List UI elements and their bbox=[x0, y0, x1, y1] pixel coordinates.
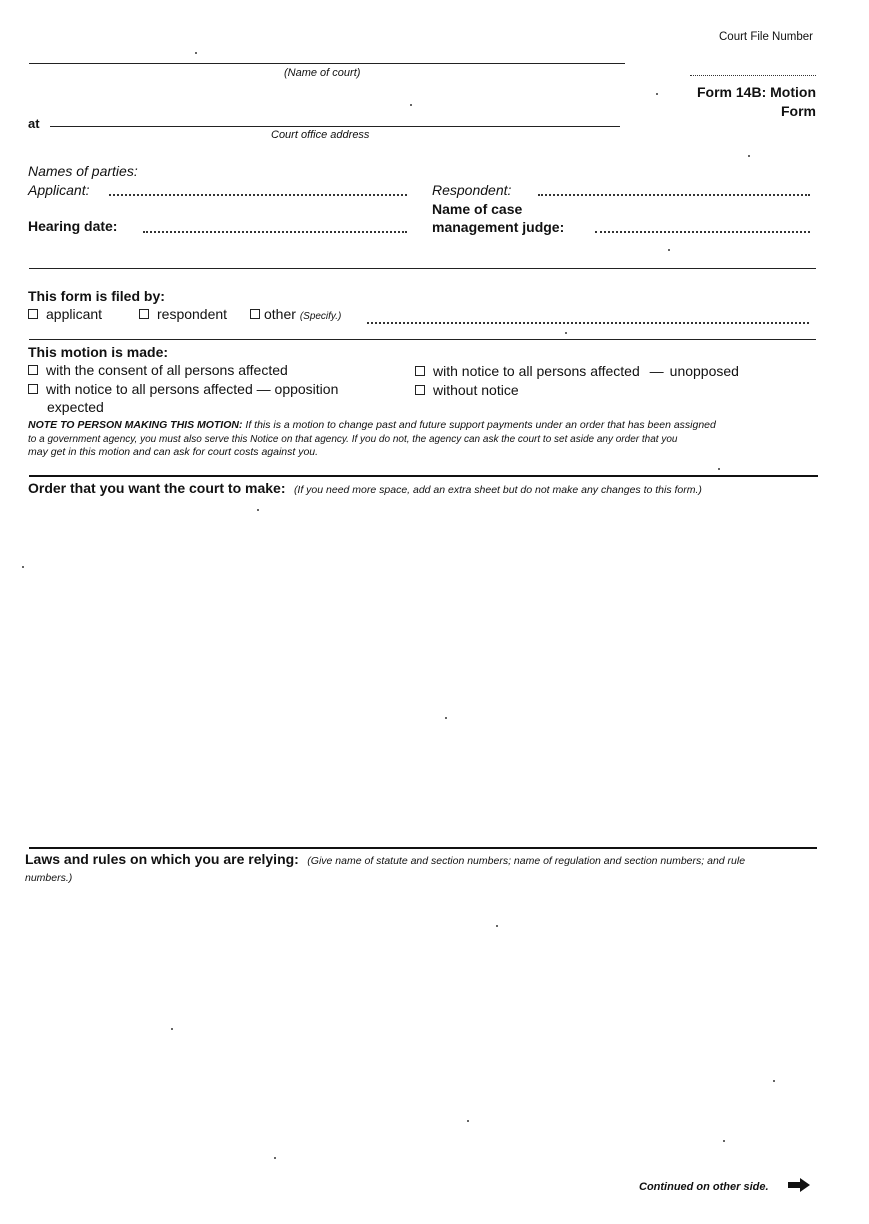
applicant-checkbox[interactable] bbox=[28, 309, 38, 319]
motion-made-heading: This motion is made: bbox=[28, 344, 169, 360]
unopposed-checkbox[interactable] bbox=[415, 366, 425, 376]
laws-heading: Laws and rules on which you are relying: bbox=[25, 851, 299, 867]
option-unopposed-label-b: unopposed bbox=[669, 363, 739, 379]
applicant-field[interactable] bbox=[109, 194, 407, 196]
option-consent-label: with the consent of all persons affected bbox=[46, 362, 288, 378]
option-without-notice-label: without notice bbox=[433, 382, 519, 398]
names-of-parties-label: Names of parties: bbox=[28, 163, 138, 179]
filed-by-heading: This form is filed by: bbox=[28, 288, 165, 304]
continued-label: Continued on other side. bbox=[639, 1181, 769, 1193]
note-block bbox=[28, 419, 820, 460]
option-unopposed-label-a: with notice to all persons affected bbox=[433, 363, 640, 379]
option-consent[interactable] bbox=[28, 362, 288, 378]
court-office-address-field[interactable] bbox=[50, 126, 620, 127]
section-divider-4 bbox=[29, 847, 817, 849]
option-opposition-label-b: expected bbox=[47, 399, 104, 415]
specify-label: (Specify.) bbox=[299, 311, 342, 322]
filed-by-respondent-option[interactable] bbox=[139, 306, 227, 322]
order-heading: Order that you want the court to make: bbox=[28, 480, 286, 496]
right-arrow-icon bbox=[788, 1178, 810, 1197]
order-heading-row bbox=[28, 480, 702, 498]
judge-label-line2: management judge: bbox=[432, 219, 565, 235]
section-divider-3 bbox=[29, 475, 818, 477]
form-title-line2: Form bbox=[781, 103, 816, 119]
other-specify-field[interactable] bbox=[367, 322, 809, 324]
option-without-notice[interactable] bbox=[415, 382, 519, 398]
filed-by-other-option[interactable] bbox=[250, 306, 341, 322]
form-title-line1: Form 14B: Motion bbox=[697, 84, 816, 100]
respondent-label: Respondent: bbox=[432, 182, 512, 198]
hearing-date-label: Hearing date: bbox=[28, 218, 118, 234]
court-file-number-field[interactable] bbox=[690, 75, 816, 76]
hearing-date-field[interactable] bbox=[143, 231, 407, 233]
respondent-field[interactable] bbox=[538, 194, 810, 196]
note-line1: If this is a motion to change past and future support payments under an order that has been assigned bbox=[242, 419, 716, 431]
opposition-checkbox[interactable] bbox=[28, 384, 38, 394]
note-bold-label: NOTE TO PERSON MAKING THIS MOTION: bbox=[28, 419, 243, 431]
respondent-checkbox[interactable] bbox=[139, 309, 149, 319]
order-text-area[interactable] bbox=[28, 505, 816, 840]
section-divider-2 bbox=[29, 339, 816, 340]
note-line2: to a government agency, you must also serve this Notice on that agency. If you do not, the agency can ask the court to set aside any order that you bbox=[28, 433, 678, 445]
other-checkbox[interactable] bbox=[250, 309, 260, 319]
court-office-address-caption: Court office address bbox=[271, 129, 370, 141]
name-of-court-caption: (Name of court) bbox=[284, 67, 361, 79]
laws-instruction-line1: (Give name of statute and section numbers; name of regulation and section numbers; and rule bbox=[307, 855, 746, 867]
option-opposition-label-a: with notice to all persons affected — opposition bbox=[46, 381, 339, 397]
option-opposition[interactable] bbox=[28, 381, 338, 397]
filed-by-applicant-label: applicant bbox=[46, 306, 103, 322]
applicant-label: Applicant: bbox=[28, 182, 90, 198]
without-notice-checkbox[interactable] bbox=[415, 385, 425, 395]
court-name-field[interactable] bbox=[29, 63, 625, 64]
at-label: at bbox=[28, 116, 40, 131]
form-title bbox=[683, 84, 816, 100]
filed-by-other-label: other bbox=[264, 306, 296, 322]
filed-by-respondent-label: respondent bbox=[157, 306, 228, 322]
judge-field[interactable] bbox=[595, 231, 810, 233]
note-line3: may get in this motion and can ask for court costs against you. bbox=[28, 446, 319, 458]
section-divider-1 bbox=[29, 268, 816, 269]
judge-label-line1: Name of case bbox=[432, 201, 523, 217]
laws-instruction-line2: numbers.) bbox=[25, 872, 73, 884]
court-file-number-label: Court File Number bbox=[719, 31, 813, 43]
laws-text-area[interactable] bbox=[25, 890, 815, 1170]
option-unopposed-dash: — bbox=[649, 363, 664, 379]
filed-by-applicant-option[interactable] bbox=[28, 306, 102, 322]
order-instruction: (If you need more space, add an extra sheet but do not make any changes to this form.) bbox=[293, 484, 702, 496]
consent-checkbox[interactable] bbox=[28, 365, 38, 375]
laws-heading-row bbox=[25, 851, 745, 869]
option-unopposed[interactable] bbox=[415, 363, 739, 379]
